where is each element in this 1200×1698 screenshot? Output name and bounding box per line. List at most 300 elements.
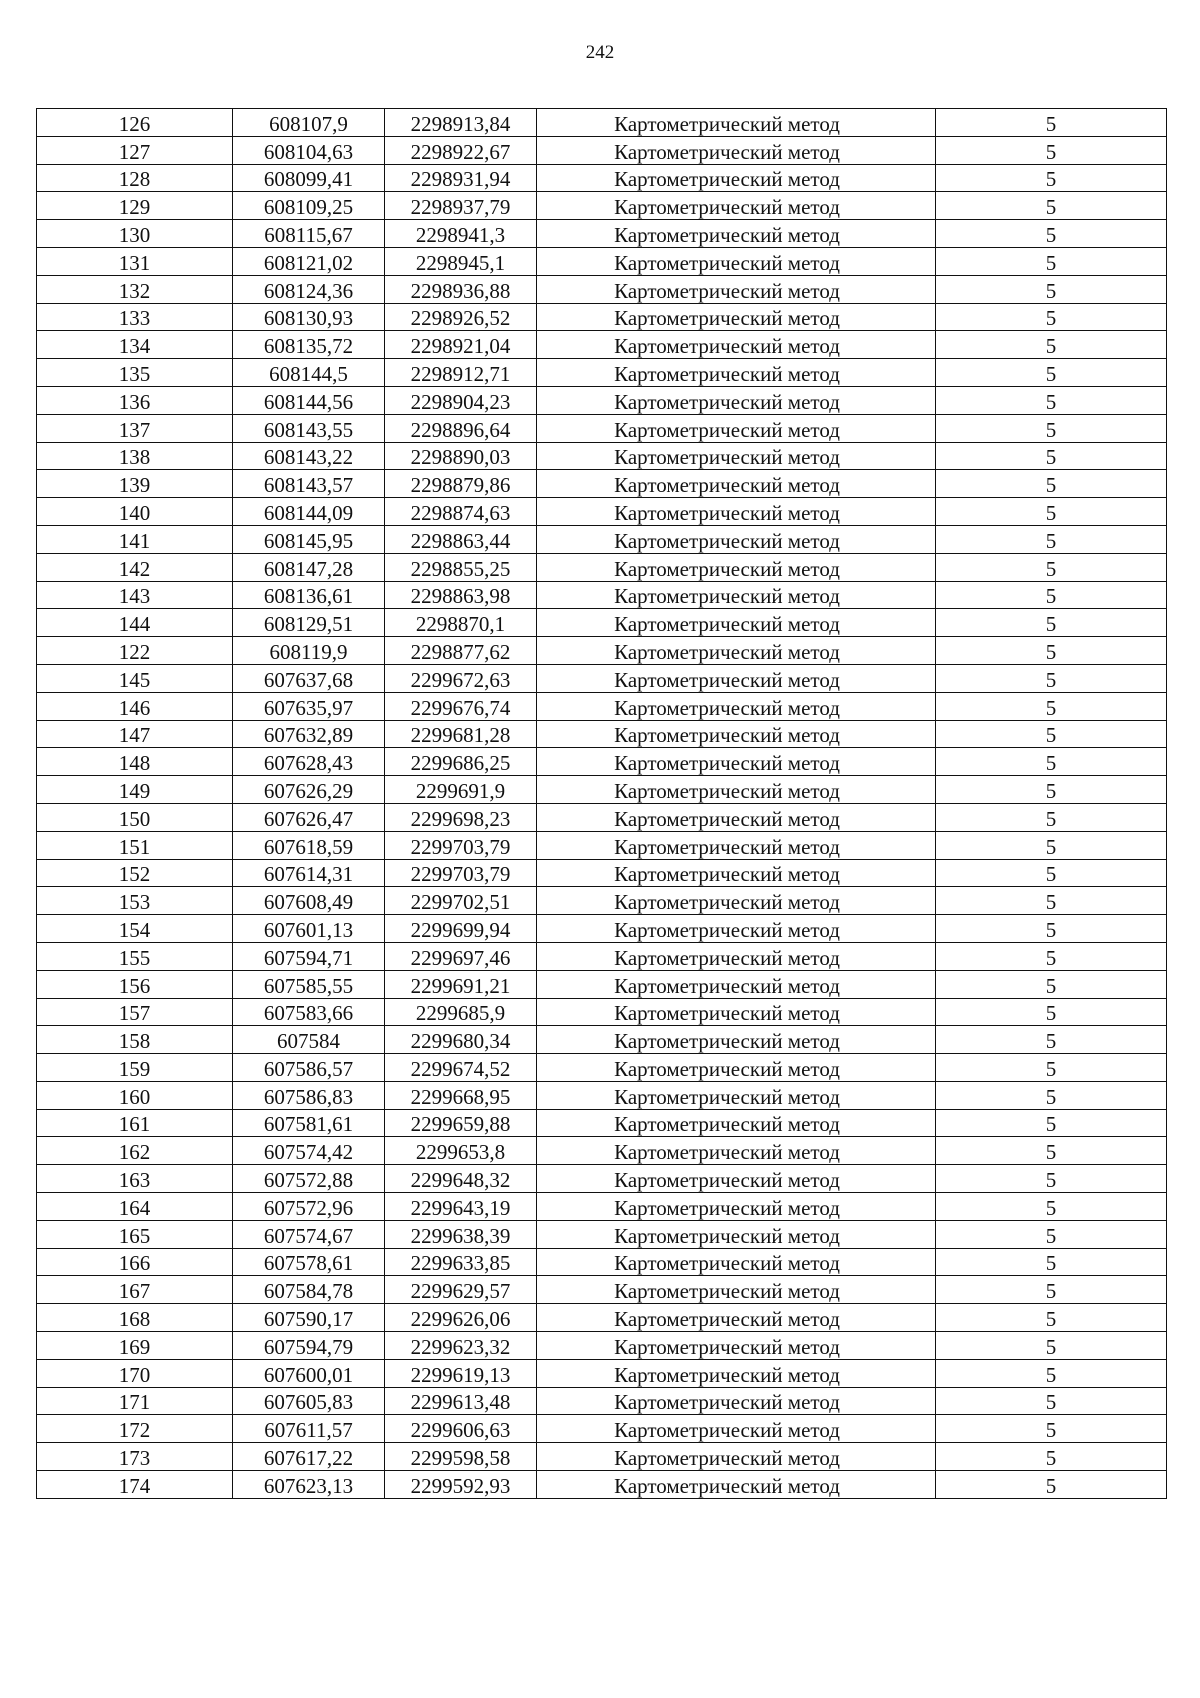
y-coordinate-cell: 2298937,79 bbox=[385, 192, 537, 220]
x-coordinate-cell: 607637,68 bbox=[233, 664, 385, 692]
accuracy-cell: 5 bbox=[936, 1109, 1167, 1137]
accuracy-cell: 5 bbox=[936, 1026, 1167, 1054]
method-cell: Картометрический метод bbox=[537, 831, 936, 859]
table-row bbox=[37, 498, 1167, 526]
x-coordinate-cell: 608144,56 bbox=[233, 386, 385, 414]
x-coordinate-cell: 607614,31 bbox=[233, 859, 385, 887]
point-number-cell: 173 bbox=[37, 1443, 233, 1471]
accuracy-cell: 5 bbox=[936, 303, 1167, 331]
accuracy-cell: 5 bbox=[936, 359, 1167, 387]
table-row bbox=[37, 220, 1167, 248]
table-row bbox=[37, 1054, 1167, 1082]
method-cell: Картометрический метод bbox=[537, 386, 936, 414]
accuracy-cell: 5 bbox=[936, 275, 1167, 303]
method-cell: Картометрический метод bbox=[537, 692, 936, 720]
method-cell: Картометрический метод bbox=[537, 553, 936, 581]
table-row bbox=[37, 720, 1167, 748]
method-cell: Картометрический метод bbox=[537, 414, 936, 442]
accuracy-cell: 5 bbox=[936, 1054, 1167, 1082]
y-coordinate-cell: 2299676,74 bbox=[385, 692, 537, 720]
y-coordinate-cell: 2299633,85 bbox=[385, 1248, 537, 1276]
x-coordinate-cell: 608109,25 bbox=[233, 192, 385, 220]
method-cell: Картометрический метод bbox=[537, 331, 936, 359]
accuracy-cell: 5 bbox=[936, 831, 1167, 859]
y-coordinate-cell: 2299703,79 bbox=[385, 859, 537, 887]
point-number-cell: 162 bbox=[37, 1137, 233, 1165]
table-row bbox=[37, 1359, 1167, 1387]
point-number-cell: 122 bbox=[37, 637, 233, 665]
table-row bbox=[37, 525, 1167, 553]
x-coordinate-cell: 608145,95 bbox=[233, 525, 385, 553]
table-row bbox=[37, 303, 1167, 331]
x-coordinate-cell: 607600,01 bbox=[233, 1359, 385, 1387]
y-coordinate-cell: 2299623,32 bbox=[385, 1332, 537, 1360]
point-number-cell: 154 bbox=[37, 915, 233, 943]
point-number-cell: 140 bbox=[37, 498, 233, 526]
method-cell: Картометрический метод bbox=[537, 470, 936, 498]
y-coordinate-cell: 2298926,52 bbox=[385, 303, 537, 331]
table-row bbox=[37, 637, 1167, 665]
method-cell: Картометрический метод bbox=[537, 442, 936, 470]
x-coordinate-cell: 608136,61 bbox=[233, 581, 385, 609]
method-cell: Картометрический метод bbox=[537, 637, 936, 665]
y-coordinate-cell: 2299703,79 bbox=[385, 831, 537, 859]
table-row bbox=[37, 803, 1167, 831]
point-number-cell: 132 bbox=[37, 275, 233, 303]
method-cell: Картометрический метод bbox=[537, 1193, 936, 1221]
point-number-cell: 142 bbox=[37, 553, 233, 581]
point-number-cell: 158 bbox=[37, 1026, 233, 1054]
accuracy-cell: 5 bbox=[936, 748, 1167, 776]
point-number-cell: 143 bbox=[37, 581, 233, 609]
y-coordinate-cell: 2298855,25 bbox=[385, 553, 537, 581]
point-number-cell: 128 bbox=[37, 164, 233, 192]
table-row bbox=[37, 275, 1167, 303]
accuracy-cell: 5 bbox=[936, 1304, 1167, 1332]
y-coordinate-cell: 2299598,58 bbox=[385, 1443, 537, 1471]
table-row bbox=[37, 1248, 1167, 1276]
accuracy-cell: 5 bbox=[936, 581, 1167, 609]
method-cell: Картометрический метод bbox=[537, 998, 936, 1026]
point-number-cell: 146 bbox=[37, 692, 233, 720]
method-cell: Картометрический метод bbox=[537, 136, 936, 164]
method-cell: Картометрический метод bbox=[537, 776, 936, 804]
x-coordinate-cell: 607590,17 bbox=[233, 1304, 385, 1332]
y-coordinate-cell: 2299702,51 bbox=[385, 887, 537, 915]
x-coordinate-cell: 607586,57 bbox=[233, 1054, 385, 1082]
y-coordinate-cell: 2299659,88 bbox=[385, 1109, 537, 1137]
page-number: 242 bbox=[585, 42, 615, 63]
accuracy-cell: 5 bbox=[936, 414, 1167, 442]
point-number-cell: 167 bbox=[37, 1276, 233, 1304]
y-coordinate-cell: 2299613,48 bbox=[385, 1387, 537, 1415]
point-number-cell: 136 bbox=[37, 386, 233, 414]
table-row bbox=[37, 998, 1167, 1026]
accuracy-cell: 5 bbox=[936, 1137, 1167, 1165]
accuracy-cell: 5 bbox=[936, 915, 1167, 943]
table-row bbox=[37, 1387, 1167, 1415]
y-coordinate-cell: 2299629,57 bbox=[385, 1276, 537, 1304]
y-coordinate-cell: 2299699,94 bbox=[385, 915, 537, 943]
accuracy-cell: 5 bbox=[936, 1081, 1167, 1109]
y-coordinate-cell: 2298870,1 bbox=[385, 609, 537, 637]
table-row bbox=[37, 1415, 1167, 1443]
point-number-cell: 138 bbox=[37, 442, 233, 470]
table-row bbox=[37, 1193, 1167, 1221]
x-coordinate-cell: 608130,93 bbox=[233, 303, 385, 331]
table-row bbox=[37, 136, 1167, 164]
point-number-cell: 130 bbox=[37, 220, 233, 248]
x-coordinate-cell: 608119,9 bbox=[233, 637, 385, 665]
accuracy-cell: 5 bbox=[936, 331, 1167, 359]
y-coordinate-cell: 2299697,46 bbox=[385, 942, 537, 970]
point-number-cell: 172 bbox=[37, 1415, 233, 1443]
y-coordinate-cell: 2298931,94 bbox=[385, 164, 537, 192]
table-row bbox=[37, 192, 1167, 220]
coordinates-table bbox=[36, 108, 1167, 1499]
method-cell: Картометрический метод bbox=[537, 247, 936, 275]
method-cell: Картометрический метод bbox=[537, 1304, 936, 1332]
y-coordinate-cell: 2298877,62 bbox=[385, 637, 537, 665]
y-coordinate-cell: 2298921,04 bbox=[385, 331, 537, 359]
x-coordinate-cell: 608144,5 bbox=[233, 359, 385, 387]
y-coordinate-cell: 2299698,23 bbox=[385, 803, 537, 831]
table-row bbox=[37, 1026, 1167, 1054]
method-cell: Картометрический метод bbox=[537, 942, 936, 970]
accuracy-cell: 5 bbox=[936, 136, 1167, 164]
method-cell: Картометрический метод bbox=[537, 859, 936, 887]
method-cell: Картометрический метод bbox=[537, 970, 936, 998]
y-coordinate-cell: 2299691,9 bbox=[385, 776, 537, 804]
accuracy-cell: 5 bbox=[936, 525, 1167, 553]
table-row bbox=[37, 553, 1167, 581]
accuracy-cell: 5 bbox=[936, 664, 1167, 692]
accuracy-cell: 5 bbox=[936, 498, 1167, 526]
method-cell: Картометрический метод bbox=[537, 275, 936, 303]
method-cell: Картометрический метод bbox=[537, 887, 936, 915]
x-coordinate-cell: 607632,89 bbox=[233, 720, 385, 748]
y-coordinate-cell: 2299691,21 bbox=[385, 970, 537, 998]
point-number-cell: 168 bbox=[37, 1304, 233, 1332]
y-coordinate-cell: 2299648,32 bbox=[385, 1165, 537, 1193]
method-cell: Картометрический метод bbox=[537, 1387, 936, 1415]
accuracy-cell: 5 bbox=[936, 720, 1167, 748]
point-number-cell: 145 bbox=[37, 664, 233, 692]
table-row bbox=[37, 1165, 1167, 1193]
y-coordinate-cell: 2299626,06 bbox=[385, 1304, 537, 1332]
table-row bbox=[37, 664, 1167, 692]
method-cell: Картометрический метод bbox=[537, 609, 936, 637]
y-coordinate-cell: 2299668,95 bbox=[385, 1081, 537, 1109]
y-coordinate-cell: 2299606,63 bbox=[385, 1415, 537, 1443]
table-row bbox=[37, 609, 1167, 637]
x-coordinate-cell: 607635,97 bbox=[233, 692, 385, 720]
method-cell: Картометрический метод bbox=[537, 1081, 936, 1109]
point-number-cell: 144 bbox=[37, 609, 233, 637]
point-number-cell: 135 bbox=[37, 359, 233, 387]
table-row bbox=[37, 942, 1167, 970]
method-cell: Картометрический метод bbox=[537, 1359, 936, 1387]
method-cell: Картометрический метод bbox=[537, 220, 936, 248]
x-coordinate-cell: 608099,41 bbox=[233, 164, 385, 192]
table-row bbox=[37, 1109, 1167, 1137]
x-coordinate-cell: 608115,67 bbox=[233, 220, 385, 248]
accuracy-cell: 5 bbox=[936, 1220, 1167, 1248]
x-coordinate-cell: 608144,09 bbox=[233, 498, 385, 526]
method-cell: Картометрический метод bbox=[537, 581, 936, 609]
table-row bbox=[37, 1471, 1167, 1499]
x-coordinate-cell: 608147,28 bbox=[233, 553, 385, 581]
method-cell: Картометрический метод bbox=[537, 109, 936, 137]
table-row bbox=[37, 581, 1167, 609]
method-cell: Картометрический метод bbox=[537, 1248, 936, 1276]
accuracy-cell: 5 bbox=[936, 164, 1167, 192]
x-coordinate-cell: 607626,29 bbox=[233, 776, 385, 804]
accuracy-cell: 5 bbox=[936, 1165, 1167, 1193]
accuracy-cell: 5 bbox=[936, 942, 1167, 970]
y-coordinate-cell: 2298874,63 bbox=[385, 498, 537, 526]
method-cell: Картометрический метод bbox=[537, 915, 936, 943]
accuracy-cell: 5 bbox=[936, 470, 1167, 498]
method-cell: Картометрический метод bbox=[537, 164, 936, 192]
table-row bbox=[37, 831, 1167, 859]
x-coordinate-cell: 607585,55 bbox=[233, 970, 385, 998]
x-coordinate-cell: 607572,88 bbox=[233, 1165, 385, 1193]
point-number-cell: 160 bbox=[37, 1081, 233, 1109]
method-cell: Картометрический метод bbox=[537, 1054, 936, 1082]
y-coordinate-cell: 2298904,23 bbox=[385, 386, 537, 414]
x-coordinate-cell: 607608,49 bbox=[233, 887, 385, 915]
method-cell: Картометрический метод bbox=[537, 1109, 936, 1137]
y-coordinate-cell: 2298896,64 bbox=[385, 414, 537, 442]
point-number-cell: 155 bbox=[37, 942, 233, 970]
accuracy-cell: 5 bbox=[936, 776, 1167, 804]
table-row bbox=[37, 359, 1167, 387]
table-row bbox=[37, 1276, 1167, 1304]
x-coordinate-cell: 607594,79 bbox=[233, 1332, 385, 1360]
method-cell: Картометрический метод bbox=[537, 1443, 936, 1471]
y-coordinate-cell: 2299672,63 bbox=[385, 664, 537, 692]
x-coordinate-cell: 607574,67 bbox=[233, 1220, 385, 1248]
accuracy-cell: 5 bbox=[936, 970, 1167, 998]
y-coordinate-cell: 2298863,98 bbox=[385, 581, 537, 609]
x-coordinate-cell: 607611,57 bbox=[233, 1415, 385, 1443]
y-coordinate-cell: 2298941,3 bbox=[385, 220, 537, 248]
x-coordinate-cell: 607601,13 bbox=[233, 915, 385, 943]
method-cell: Картометрический метод bbox=[537, 1276, 936, 1304]
x-coordinate-cell: 607581,61 bbox=[233, 1109, 385, 1137]
accuracy-cell: 5 bbox=[936, 1359, 1167, 1387]
x-coordinate-cell: 608107,9 bbox=[233, 109, 385, 137]
table-row bbox=[37, 1304, 1167, 1332]
x-coordinate-cell: 607578,61 bbox=[233, 1248, 385, 1276]
table-row bbox=[37, 1443, 1167, 1471]
method-cell: Картометрический метод bbox=[537, 748, 936, 776]
y-coordinate-cell: 2298936,88 bbox=[385, 275, 537, 303]
table-row bbox=[37, 1332, 1167, 1360]
accuracy-cell: 5 bbox=[936, 998, 1167, 1026]
point-number-cell: 139 bbox=[37, 470, 233, 498]
y-coordinate-cell: 2299619,13 bbox=[385, 1359, 537, 1387]
table-row bbox=[37, 247, 1167, 275]
point-number-cell: 156 bbox=[37, 970, 233, 998]
method-cell: Картометрический метод bbox=[537, 720, 936, 748]
x-coordinate-cell: 608135,72 bbox=[233, 331, 385, 359]
point-number-cell: 151 bbox=[37, 831, 233, 859]
method-cell: Картометрический метод bbox=[537, 1220, 936, 1248]
accuracy-cell: 5 bbox=[936, 1443, 1167, 1471]
y-coordinate-cell: 2299653,8 bbox=[385, 1137, 537, 1165]
y-coordinate-cell: 2298890,03 bbox=[385, 442, 537, 470]
point-number-cell: 164 bbox=[37, 1193, 233, 1221]
y-coordinate-cell: 2298922,67 bbox=[385, 136, 537, 164]
y-coordinate-cell: 2299685,9 bbox=[385, 998, 537, 1026]
accuracy-cell: 5 bbox=[936, 109, 1167, 137]
table-row bbox=[37, 1081, 1167, 1109]
y-coordinate-cell: 2298945,1 bbox=[385, 247, 537, 275]
x-coordinate-cell: 607628,43 bbox=[233, 748, 385, 776]
accuracy-cell: 5 bbox=[936, 887, 1167, 915]
x-coordinate-cell: 607594,71 bbox=[233, 942, 385, 970]
method-cell: Картометрический метод bbox=[537, 1165, 936, 1193]
point-number-cell: 126 bbox=[37, 109, 233, 137]
table-row bbox=[37, 887, 1167, 915]
x-coordinate-cell: 608143,55 bbox=[233, 414, 385, 442]
x-coordinate-cell: 607605,83 bbox=[233, 1387, 385, 1415]
y-coordinate-cell: 2298912,71 bbox=[385, 359, 537, 387]
point-number-cell: 133 bbox=[37, 303, 233, 331]
method-cell: Картометрический метод bbox=[537, 664, 936, 692]
accuracy-cell: 5 bbox=[936, 803, 1167, 831]
method-cell: Картометрический метод bbox=[537, 359, 936, 387]
y-coordinate-cell: 2299643,19 bbox=[385, 1193, 537, 1221]
x-coordinate-cell: 608121,02 bbox=[233, 247, 385, 275]
table-row bbox=[37, 414, 1167, 442]
x-coordinate-cell: 607584 bbox=[233, 1026, 385, 1054]
point-number-cell: 152 bbox=[37, 859, 233, 887]
point-number-cell: 170 bbox=[37, 1359, 233, 1387]
method-cell: Картометрический метод bbox=[537, 192, 936, 220]
table-row bbox=[37, 915, 1167, 943]
x-coordinate-cell: 607586,83 bbox=[233, 1081, 385, 1109]
x-coordinate-cell: 607572,96 bbox=[233, 1193, 385, 1221]
table-row bbox=[37, 109, 1167, 137]
point-number-cell: 129 bbox=[37, 192, 233, 220]
accuracy-cell: 5 bbox=[936, 692, 1167, 720]
accuracy-cell: 5 bbox=[936, 553, 1167, 581]
table-row bbox=[37, 748, 1167, 776]
accuracy-cell: 5 bbox=[936, 1332, 1167, 1360]
table-row bbox=[37, 1137, 1167, 1165]
method-cell: Картометрический метод bbox=[537, 803, 936, 831]
accuracy-cell: 5 bbox=[936, 859, 1167, 887]
x-coordinate-cell: 607617,22 bbox=[233, 1443, 385, 1471]
y-coordinate-cell: 2299592,93 bbox=[385, 1471, 537, 1499]
y-coordinate-cell: 2299638,39 bbox=[385, 1220, 537, 1248]
x-coordinate-cell: 607584,78 bbox=[233, 1276, 385, 1304]
y-coordinate-cell: 2299680,34 bbox=[385, 1026, 537, 1054]
method-cell: Картометрический метод bbox=[537, 303, 936, 331]
x-coordinate-cell: 608104,63 bbox=[233, 136, 385, 164]
method-cell: Картометрический метод bbox=[537, 1471, 936, 1499]
method-cell: Картометрический метод bbox=[537, 1332, 936, 1360]
y-coordinate-cell: 2299686,25 bbox=[385, 748, 537, 776]
x-coordinate-cell: 608129,51 bbox=[233, 609, 385, 637]
table-row bbox=[37, 776, 1167, 804]
accuracy-cell: 5 bbox=[936, 442, 1167, 470]
accuracy-cell: 5 bbox=[936, 1387, 1167, 1415]
point-number-cell: 161 bbox=[37, 1109, 233, 1137]
accuracy-cell: 5 bbox=[936, 1248, 1167, 1276]
y-coordinate-cell: 2299681,28 bbox=[385, 720, 537, 748]
accuracy-cell: 5 bbox=[936, 637, 1167, 665]
table-row bbox=[37, 386, 1167, 414]
point-number-cell: 137 bbox=[37, 414, 233, 442]
y-coordinate-cell: 2299674,52 bbox=[385, 1054, 537, 1082]
table-row bbox=[37, 164, 1167, 192]
point-number-cell: 141 bbox=[37, 525, 233, 553]
accuracy-cell: 5 bbox=[936, 1276, 1167, 1304]
accuracy-cell: 5 bbox=[936, 386, 1167, 414]
x-coordinate-cell: 607623,13 bbox=[233, 1471, 385, 1499]
point-number-cell: 163 bbox=[37, 1165, 233, 1193]
table-row bbox=[37, 331, 1167, 359]
point-number-cell: 157 bbox=[37, 998, 233, 1026]
y-coordinate-cell: 2298863,44 bbox=[385, 525, 537, 553]
accuracy-cell: 5 bbox=[936, 609, 1167, 637]
x-coordinate-cell: 607626,47 bbox=[233, 803, 385, 831]
method-cell: Картометрический метод bbox=[537, 1026, 936, 1054]
point-number-cell: 147 bbox=[37, 720, 233, 748]
x-coordinate-cell: 607574,42 bbox=[233, 1137, 385, 1165]
point-number-cell: 149 bbox=[37, 776, 233, 804]
accuracy-cell: 5 bbox=[936, 220, 1167, 248]
method-cell: Картометрический метод bbox=[537, 525, 936, 553]
point-number-cell: 131 bbox=[37, 247, 233, 275]
method-cell: Картометрический метод bbox=[537, 498, 936, 526]
table-row bbox=[37, 442, 1167, 470]
y-coordinate-cell: 2298913,84 bbox=[385, 109, 537, 137]
x-coordinate-cell: 608143,57 bbox=[233, 470, 385, 498]
table-row bbox=[37, 1220, 1167, 1248]
accuracy-cell: 5 bbox=[936, 1415, 1167, 1443]
point-number-cell: 127 bbox=[37, 136, 233, 164]
x-coordinate-cell: 607583,66 bbox=[233, 998, 385, 1026]
accuracy-cell: 5 bbox=[936, 247, 1167, 275]
accuracy-cell: 5 bbox=[936, 192, 1167, 220]
point-number-cell: 166 bbox=[37, 1248, 233, 1276]
table-row bbox=[37, 692, 1167, 720]
table-row bbox=[37, 970, 1167, 998]
accuracy-cell: 5 bbox=[936, 1471, 1167, 1499]
coordinates-table-body bbox=[37, 109, 1167, 1499]
point-number-cell: 134 bbox=[37, 331, 233, 359]
method-cell: Картометрический метод bbox=[537, 1415, 936, 1443]
x-coordinate-cell: 607618,59 bbox=[233, 831, 385, 859]
method-cell: Картометрический метод bbox=[537, 1137, 936, 1165]
point-number-cell: 153 bbox=[37, 887, 233, 915]
x-coordinate-cell: 608124,36 bbox=[233, 275, 385, 303]
table-row bbox=[37, 859, 1167, 887]
x-coordinate-cell: 608143,22 bbox=[233, 442, 385, 470]
point-number-cell: 148 bbox=[37, 748, 233, 776]
point-number-cell: 174 bbox=[37, 1471, 233, 1499]
point-number-cell: 171 bbox=[37, 1387, 233, 1415]
point-number-cell: 159 bbox=[37, 1054, 233, 1082]
point-number-cell: 165 bbox=[37, 1220, 233, 1248]
table-row bbox=[37, 470, 1167, 498]
accuracy-cell: 5 bbox=[936, 1193, 1167, 1221]
